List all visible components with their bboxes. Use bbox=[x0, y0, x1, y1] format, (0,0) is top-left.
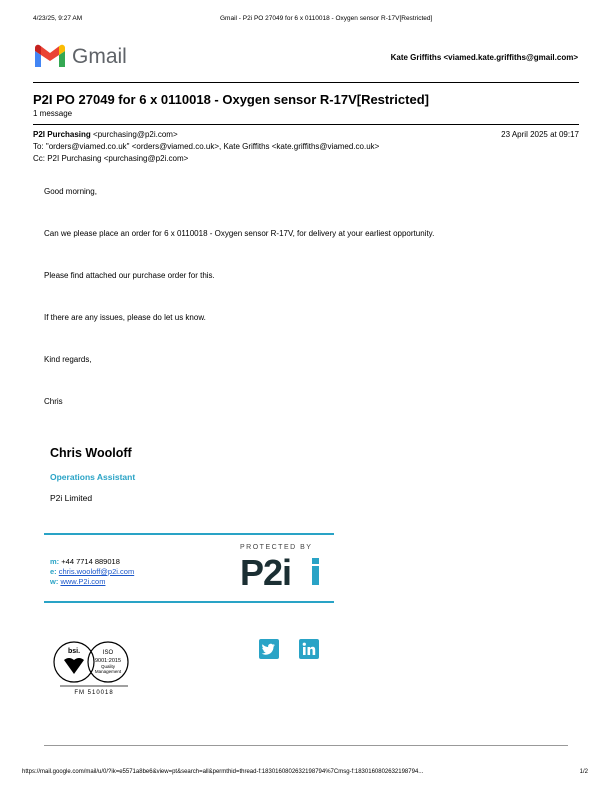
kitemark-icon bbox=[64, 658, 84, 674]
contact-mobile bbox=[50, 557, 120, 566]
body-paragraph: Kind regards, bbox=[44, 355, 92, 364]
sender-line bbox=[33, 130, 178, 139]
p2i-logo-text: P2i bbox=[240, 554, 292, 588]
message-count: 1 message bbox=[33, 109, 73, 118]
contact-key: w: bbox=[50, 577, 59, 586]
signature-company: P2i Limited bbox=[50, 493, 93, 503]
subject-divider bbox=[33, 124, 579, 125]
print-url: https://mail.google.com/mail/u/0/?ik=e5571a8be6&view=pt&search=all&permthid=thread-f:1830160802632198794%7Cmsg-f:1830160802632198794... bbox=[22, 769, 424, 775]
print-page-number: 1/2 bbox=[579, 769, 588, 775]
signature-bottom-bar bbox=[44, 601, 334, 603]
contact-key: e: bbox=[50, 567, 57, 576]
sender-email: <purchasing@p2i.com> bbox=[93, 130, 178, 139]
certificate-number: FM 510018 bbox=[74, 690, 114, 696]
contact-email bbox=[50, 567, 134, 576]
footer-divider bbox=[44, 745, 568, 746]
gmail-m-icon bbox=[33, 43, 67, 69]
quality-text: Quality bbox=[100, 664, 116, 669]
bsi-certification-badge bbox=[52, 634, 142, 696]
email-link[interactable]: chris.wooloff@p2i.com bbox=[58, 567, 135, 576]
contact-value: +44 7714 889018 bbox=[61, 557, 120, 566]
body-paragraph: Please find attached our purchase order for this. bbox=[44, 271, 215, 280]
linkedin-icon[interactable] bbox=[299, 639, 319, 659]
thread-subject: P2I PO 27049 for 6 x 0110018 - Oxygen sensor R-17V[Restricted] bbox=[33, 92, 429, 107]
body-paragraph: Can we please place an order for 6 x 0110018 - Oxygen sensor R-17V, for delivery at your earliest opportunity. bbox=[44, 229, 435, 238]
account-label: Kate Griffiths <viamed.kate.griffiths@gmail.com> bbox=[390, 53, 578, 62]
bsi-text: bsi. bbox=[67, 648, 81, 655]
signature-top-bar bbox=[44, 533, 334, 535]
protected-by-label: PROTECTED BY bbox=[240, 544, 313, 551]
iso-text: ISO bbox=[102, 650, 114, 656]
contact-key: m: bbox=[50, 557, 60, 566]
print-title: Gmail - P2i PO 27049 for 6 x 0110018 - Oxygen sensor R-17V[Restricted] bbox=[220, 15, 433, 22]
contact-website bbox=[50, 577, 105, 586]
twitter-icon[interactable] bbox=[259, 639, 279, 659]
print-datetime: 4/23/25, 9:27 AM bbox=[33, 15, 83, 22]
sender-name: P2I Purchasing bbox=[33, 130, 91, 139]
header-divider bbox=[33, 82, 579, 83]
gmail-wordmark: Gmail bbox=[72, 45, 127, 68]
management-text: Management bbox=[94, 669, 122, 674]
body-paragraph: If there are any issues, please do let us know. bbox=[44, 313, 206, 322]
website-link[interactable]: www.P2i.com bbox=[60, 577, 106, 586]
signature-name: Chris Wooloff bbox=[50, 446, 132, 460]
p2i-logo bbox=[238, 554, 328, 588]
message-date: 23 April 2025 at 09:17 bbox=[501, 130, 579, 139]
body-paragraph: Good morning, bbox=[44, 187, 97, 196]
cc-line: Cc: P2I Purchasing <purchasing@p2i.com> bbox=[33, 154, 189, 163]
body-paragraph: Chris bbox=[44, 397, 63, 406]
signature-role: Operations Assistant bbox=[50, 472, 136, 482]
iso-standard-text: 9001:2015 bbox=[95, 658, 121, 664]
gmail-logo[interactable] bbox=[33, 43, 67, 74]
to-line: To: "orders@viamed.co.uk" <orders@viamed.co.uk>, Kate Griffiths <kate.griffiths@viamed.co.uk> bbox=[33, 142, 380, 151]
